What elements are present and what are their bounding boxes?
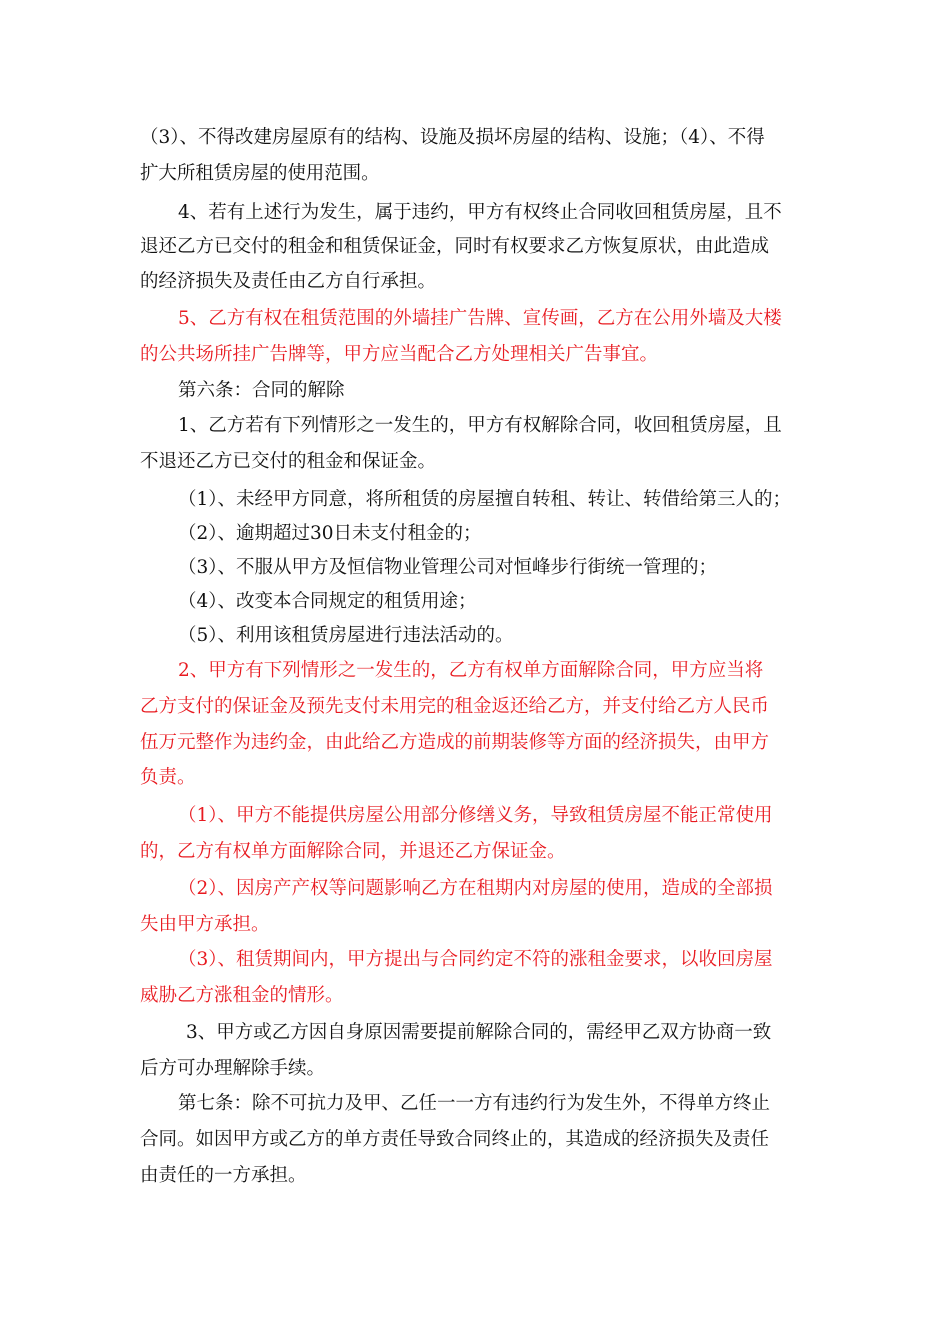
text-line: 2、甲方有下列情形之一发生的，乙方有权单方面解除合同，甲方应当将 — [178, 660, 764, 681]
text-line: 3、甲方或乙方因自身原因需要提前解除合同的，需经甲乙双方协商一致 — [186, 1022, 772, 1043]
section-heading: 第七条：除不可抗力及甲、乙任一一方有违约行为发生外，不得单方终止 — [178, 1093, 771, 1114]
text-line: 4、若有上述行为发生，属于违约，甲方有权终止合同收回租赁房屋，且不 — [178, 202, 782, 223]
text-line: （3）、不得改建房屋原有的结构、设施及损坏房屋的结构、设施；（4）、不得 — [140, 127, 765, 148]
text-line: 1、乙方若有下列情形之一发生的，甲方有权解除合同，收回租赁房屋，且 — [178, 415, 782, 436]
text-line: 由责任的一方承担。 — [140, 1165, 307, 1186]
list-item: （5）、利用该租赁房屋进行违法活动的。 — [178, 625, 514, 646]
list-item: （1）、甲方不能提供房屋公用部分修缮义务，导致租赁房屋不能正常使用 — [178, 805, 773, 826]
text-line: 威胁乙方涨租金的情形。 — [140, 985, 344, 1006]
text-line: 退还乙方已交付的租金和租赁保证金，同时有权要求乙方恢复原状，由此造成 — [140, 236, 770, 257]
text-line: 伍万元整作为违约金，由此给乙方造成的前期装修等方面的经济损失，由甲方 — [140, 732, 770, 753]
text-line: 后方可办理解除手续。 — [140, 1058, 326, 1079]
list-item: （3）、不服从甲方及恒信物业管理公司对恒峰步行街统一管理的； — [178, 557, 718, 578]
text-line: 不退还乙方已交付的租金和保证金。 — [140, 451, 437, 472]
list-item: （3）、租赁期间内，甲方提出与合同约定不符的涨租金要求，以收回房屋 — [178, 949, 773, 970]
text-line: 合同。如因甲方或乙方的单方责任导致合同终止的，其造成的经济损失及责任 — [140, 1129, 770, 1150]
list-item: （4）、改变本合同规定的租赁用途； — [178, 591, 477, 612]
text-line: 负责。 — [140, 767, 196, 788]
section-heading: 第六条：合同的解除 — [178, 380, 345, 401]
list-item: （2）、逾期超过30日未支付租金的； — [178, 523, 482, 544]
text-line: 失由甲方承担。 — [140, 914, 270, 935]
text-line: 扩大所租赁房屋的使用范围。 — [140, 163, 380, 184]
text-line: 的，乙方有权单方面解除合同，并退还乙方保证金。 — [140, 841, 566, 862]
list-item: （1）、未经甲方同意，将所租赁的房屋擅自转租、转让、转借给第三人的； — [178, 489, 792, 510]
text-line: 5、乙方有权在租赁范围的外墙挂广告牌、宣传画，乙方在公用外墙及大楼 — [178, 308, 782, 329]
text-line: 的经济损失及责任由乙方自行承担。 — [140, 271, 437, 292]
list-item: （2）、因房产产权等问题影响乙方在租期内对房屋的使用，造成的全部损 — [178, 878, 773, 899]
text-line: 乙方支付的保证金及预先支付未用完的租金返还给乙方，并支付给乙方人民币 — [140, 696, 770, 717]
text-line: 的公共场所挂广告牌等，甲方应当配合乙方处理相关广告事宜。 — [140, 344, 659, 365]
